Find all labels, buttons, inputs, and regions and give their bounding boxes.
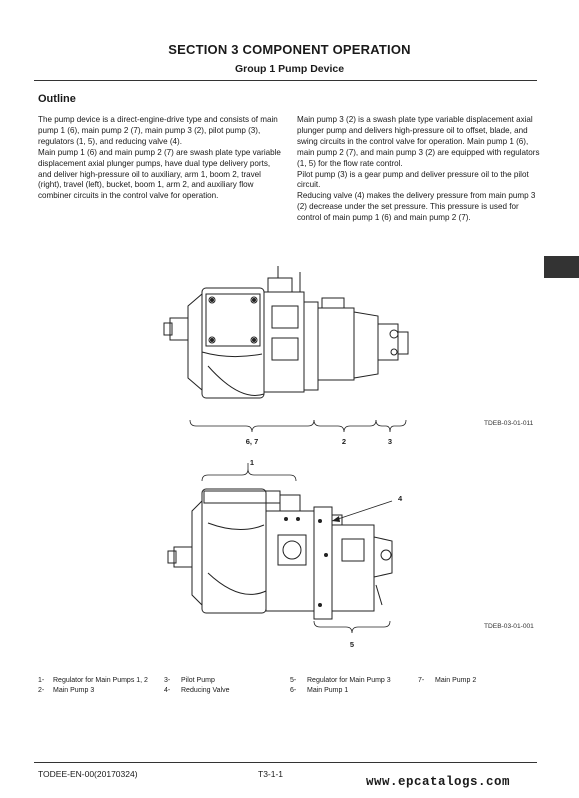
header-rule: [34, 80, 537, 81]
pump-device-side-view: [150, 262, 420, 452]
legend-num: 6-: [290, 687, 297, 694]
label-5: 5: [349, 640, 355, 649]
pump-device-top-view: [160, 455, 410, 655]
parts-legend: [38, 676, 538, 698]
legend-num: 5-: [290, 677, 297, 684]
section-tab-marker: [544, 256, 579, 278]
paragraph: Pilot pump (3) is a gear pump and deliver pressure oil to the pilot circuit.: [297, 169, 529, 190]
figure1-caption: TDEB-03-01-011: [484, 420, 534, 427]
left-column: [38, 115, 282, 202]
legend-text: Reducing Valve: [181, 687, 230, 694]
section-title: SECTION 3 COMPONENT OPERATION: [168, 42, 411, 57]
legend-num: 2-: [38, 687, 45, 694]
outline-heading: Outline: [38, 93, 76, 105]
label-2: 2: [341, 437, 347, 446]
paragraph: Main pump 3 (2) is a swash plate type variable displacement axial plunger pump and delivers high-pressure oil to offset, blade, and swing circuits in the control valve for operation. Main pump 1 (6), main pump 2 (7), and main pump 3 (2) are equipped with regulators (1, 5) for the flow rate control.: [297, 115, 540, 168]
paragraph: Main pump 1 (6) and main pump 2 (7) are swash plate type variable displacement axial plunger pumps, have dual type delivery ports, and deliver high-pressure oil to auxiliary, arm 1, boom 2, travel (right), travel (left), bucket, boom 1, arm 2, and auxiliary flow combiner circuits in the control valve for operation.: [38, 147, 281, 201]
label-4: 4: [398, 494, 403, 503]
label-6-7: 6, 7: [245, 437, 259, 446]
paragraph: The pump device is a direct-engine-drive type and consists of main pump 1 (6), main pump 2 (7), main pump 3 (2), pilot pump (3), regulators (1, 5), and reducing valve (4).: [38, 115, 278, 146]
group-title: Group 1 Pump Device: [234, 63, 345, 75]
legend-text: Main Pump 2: [435, 677, 477, 684]
doc-code: TODEE-EN-00(20170324): [38, 769, 138, 779]
legend-num: 3-: [164, 677, 171, 684]
website-watermark[interactable]: www.epcatalogs.com: [366, 775, 511, 789]
legend-text: Regulator for Main Pumps 1, 2: [53, 677, 148, 684]
page-number: T3-1-1: [258, 769, 284, 779]
label-1: 1: [249, 458, 255, 467]
legend-num: 4-: [164, 687, 171, 694]
label-3: 3: [387, 437, 393, 446]
paragraph: Reducing valve (4) makes the delivery pressure from main pump 3 (2) decrease under the set pressure. This pressure is used for control of main pump 1 (6) and main pump 2 (7).: [297, 191, 536, 223]
legend-text: Pilot Pump: [181, 677, 215, 684]
legend-num: 1-: [38, 677, 45, 684]
legend-text: Main Pump 3: [53, 687, 95, 694]
legend-text: Regulator for Main Pump 3: [307, 677, 391, 684]
legend-text: Main Pump 1: [307, 687, 349, 694]
legend-num: 7-: [418, 677, 425, 684]
right-column: [297, 115, 541, 224]
figure2-caption: TDEB-03-01-001: [484, 623, 534, 630]
footer-rule: [34, 762, 537, 763]
